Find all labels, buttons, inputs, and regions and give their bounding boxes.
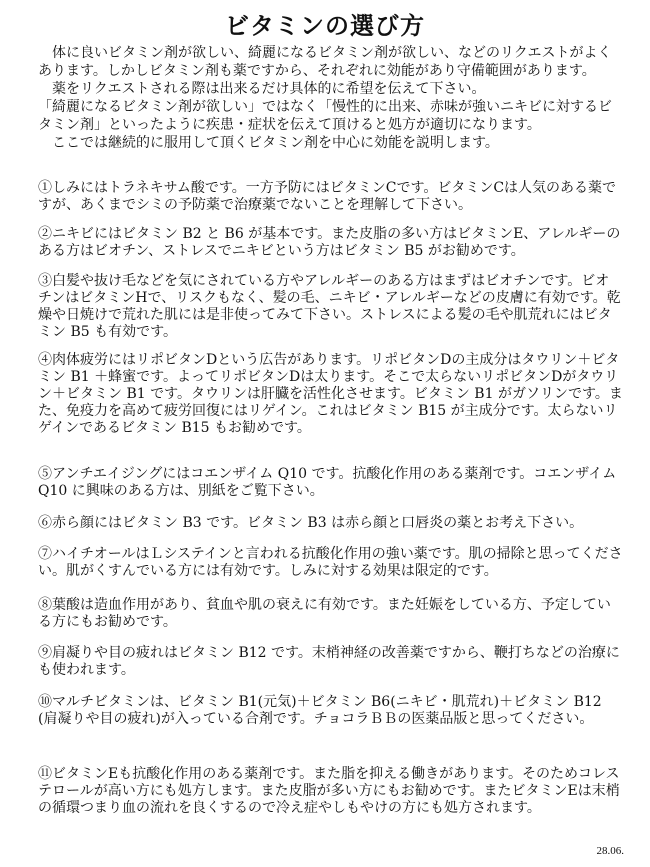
list-item xyxy=(38,226,623,260)
item-text: しみにはトラネキサム酸です。一方予防にはビタミンCです。ビタミンCは人気のある薬ですが、あくまでシミの予防薬で治療薬でないことを理解して下さい。 xyxy=(38,180,617,213)
item-number: ⑨ xyxy=(38,645,52,661)
document-date: 28.06. xyxy=(596,845,624,857)
intro-paragraph: 薬をリクエストされる際は出来るだけ具体的に希望を伝えて下さい。 xyxy=(38,81,486,97)
item-text: マルチビタミンは、ビタミン B1(元気)＋ビタミン B6(ニキビ・肌荒れ)＋ビタミン B12 (肩凝りや目の疲れ)が入っている合剤です。チョコラＢＢの医薬品版と思ってください。 xyxy=(38,694,602,727)
item-number: ② xyxy=(38,226,52,242)
item-number: ⑧ xyxy=(38,597,52,613)
item-text: 赤ら顔にはビタミン B3 です。ビタミン B3 は赤ら顔と口唇炎の薬とお考え下さい。 xyxy=(52,515,584,531)
intro-section xyxy=(38,44,618,152)
page-title: ビタミンの選び方 xyxy=(225,11,425,40)
list-item xyxy=(38,515,623,532)
list-item xyxy=(38,645,623,679)
list-item xyxy=(38,546,623,580)
intro-paragraph: 体に良いビタミン剤が欲しい、綺麗になるビタミン剤が欲しい、などのリクエストがよくあります。しかしビタミン剤も薬ですから、それぞれに効能があり守備範囲があります。 xyxy=(38,45,612,79)
item-text: ハイチオールはＬシステインと言われる抗酸化作用の強い薬です。肌の掃除と思ってください。肌がくすんでいる方には有効です。しみに対する効果は限定的です。 xyxy=(38,546,623,579)
item-text: 肉体疲労にはリポビタンDという広告があります。リポビタンDの主成分はタウリン＋ビタミン B1 ＋蜂蜜です。よってリポビタンDは太ります。そこで太らないリポビタンDがタウリン＋ビタミン B1 です。タウリンは肝臓を活性化させます。ビタミン B1 がガソリンです。また、免疫力を高めて疲労回復にはリゲイン。これはビタミン B15 が主成分です。太らないリゲインであるビタミン B15 もお勧めです。 xyxy=(38,352,623,436)
list-item xyxy=(38,273,623,341)
list-item xyxy=(38,352,623,437)
list-item xyxy=(38,180,623,214)
item-text: 白髪や抜け毛などを気にされている方やアレルギーのある方はまずはビオチンです。ビオチンはビタミンHで、リスクもなく、髪の毛、ニキビ・アレルギーなどの皮膚に有効です。乾燥や日焼けで荒れた肌には是非使ってみて下さい。ストレスによる髪の毛や肌荒れにはビタミン B5 も有効です。 xyxy=(38,273,621,340)
item-number: ⑩ xyxy=(38,694,52,710)
item-number: ⑪ xyxy=(38,766,52,782)
item-number: ③ xyxy=(38,273,52,289)
item-text: アンチエイジングにはコエンザイム Q10 です。抗酸化作用のある薬剤です。コエンザイム Q10 に興味のある方は、別紙をご覧下さい。 xyxy=(38,466,617,499)
intro-paragraph: ここでは継続的に服用して頂くビタミン剤を中心に効能を説明します。 xyxy=(38,135,499,151)
list-item xyxy=(38,597,623,631)
list-item xyxy=(38,466,623,500)
item-number: ① xyxy=(38,180,52,196)
item-number: ④ xyxy=(38,352,52,368)
item-text: ビタミンEも抗酸化作用のある薬剤です。また脂を抑える働きがあります。そのためコレステロールが高い方にも処方します。また皮脂が多い方にもお勧めです。またビタミンEは末梢の循環つまり血の流れを良くするので冷え症やしもやけの方にも処方されます。 xyxy=(38,766,620,816)
item-text: ニキビにはビタミン B2 と B6 が基本です。また皮脂の多い方はビタミンE、アレルギーのある方はビオチン、ストレスでニキビという方はビタミン B5 がお勧めです。 xyxy=(38,226,621,259)
item-number: ⑥ xyxy=(38,515,52,531)
item-text: 葉酸は造血作用があり、貧血や肌の衰えに有効です。また妊娠をしている方、予定している方にもお勧めです。 xyxy=(38,597,611,630)
item-number: ⑤ xyxy=(38,466,52,482)
intro-paragraph: 「綺麗になるビタミン剤が欲しい」ではなく「慢性的に出来、赤味が強いニキビに対するビタミン剤」といったように疾患・症状を伝えて頂けると処方が適切になります。 xyxy=(38,99,612,133)
list-item xyxy=(38,694,623,728)
item-text: 肩凝りや目の疲れはビタミン B12 です。末梢神経の改善薬ですから、鞭打ちなどの治療にも使われます。 xyxy=(38,645,620,678)
item-number: ⑦ xyxy=(38,546,52,562)
list-item xyxy=(38,766,623,817)
